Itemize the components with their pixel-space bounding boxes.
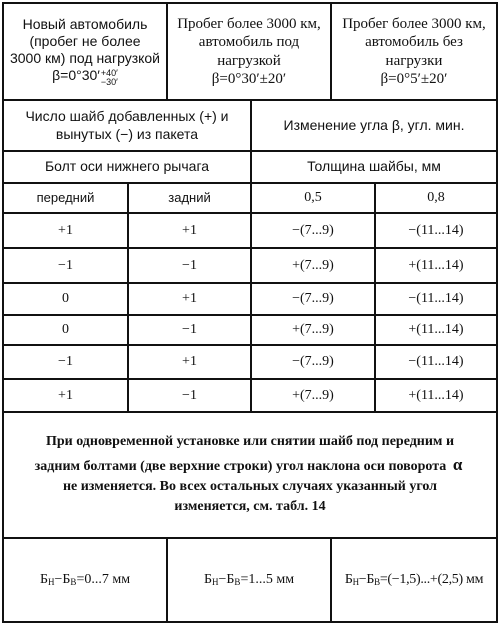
column-rear: задний xyxy=(168,190,211,206)
table-cell: −1 xyxy=(58,354,73,370)
header-unloaded-car: Пробег более 3000 км, автомобиль без нагрузки β=0°5′±20′ xyxy=(342,15,486,87)
table-cell: −(7...9) xyxy=(292,222,334,238)
angle-value: β=0°5′±20′ xyxy=(380,70,448,87)
table-cell: 0 xyxy=(62,322,69,338)
header-new-car: Новый автомобиль (пробег не более 3000 км) под нагрузкой β=0°30′ +40′ −30′ xyxy=(9,15,160,88)
washer-thickness-subheader: Толщина шайбы, мм xyxy=(307,158,441,175)
table-cell: +(7...9) xyxy=(292,257,334,273)
table-cell: +1 xyxy=(182,291,197,307)
column-thickness-05: 0,5 xyxy=(304,190,322,206)
table-cell: +1 xyxy=(58,222,73,238)
angle-tolerance: +40′ −30′ xyxy=(100,68,118,88)
table-cell: +1 xyxy=(58,387,73,403)
angle-change-header: Изменение угла β, угл. мин. xyxy=(283,116,465,133)
footer-tolerance-1: $Б_Н-Б_В=0...7$ мм xyxy=(39,572,131,588)
bolt-subheader: Болт оси нижнего рычага xyxy=(44,158,210,175)
table-cell: −1 xyxy=(58,257,73,273)
right-border xyxy=(496,2,498,623)
washers-count-header: Число шайб добавленных (+) и вынутых (−) из пакета xyxy=(25,108,229,142)
table-cell: −(11...14) xyxy=(408,222,464,238)
angle-value: β=0°30′ +40′ −30′ xyxy=(52,67,118,88)
table-cell: +(11...14) xyxy=(408,387,464,403)
angle-value: β=0°30′±20′ xyxy=(211,70,287,87)
footnote: При одновременной установке или снятии шайб под передним и задним болтами (две верхние строки) угол наклона оси поворота α не изменяется. Во всех остальных случаях указанный угол изменяется, см. табл. 14 xyxy=(4,413,496,537)
table-cell: +(7...9) xyxy=(292,387,334,403)
footer-tolerance-2: $Б_Н-Б_В=1...5$ мм xyxy=(203,572,295,588)
table-cell: +1 xyxy=(182,222,197,238)
table-cell: +1 xyxy=(182,354,197,370)
column-thickness-08: 0,8 xyxy=(427,190,445,206)
table-cell: +(11...14) xyxy=(408,322,464,338)
bottom-border xyxy=(2,621,498,623)
alpha-symbol: α xyxy=(452,454,463,474)
table-cell: −(11...14) xyxy=(408,354,464,370)
table-cell: +(11...14) xyxy=(408,257,464,273)
column-front: передний xyxy=(36,190,95,206)
footer-tolerance-3: $Б_Н-Б_В=(-1,5)...+(2,5)$ мм xyxy=(344,572,484,588)
table-cell: −1 xyxy=(182,257,197,273)
header-loaded-car: Пробег более 3000 км, автомобиль под нагрузкой β=0°30′±20′ xyxy=(177,15,321,87)
table-cell: −(7...9) xyxy=(292,354,334,370)
table-cell: −1 xyxy=(182,322,197,338)
table-cell: 0 xyxy=(62,291,69,307)
table-cell: −(11...14) xyxy=(408,291,464,307)
table-cell: −1 xyxy=(182,387,197,403)
table-cell: −(7...9) xyxy=(292,291,334,307)
table-cell: +(7...9) xyxy=(292,322,334,338)
